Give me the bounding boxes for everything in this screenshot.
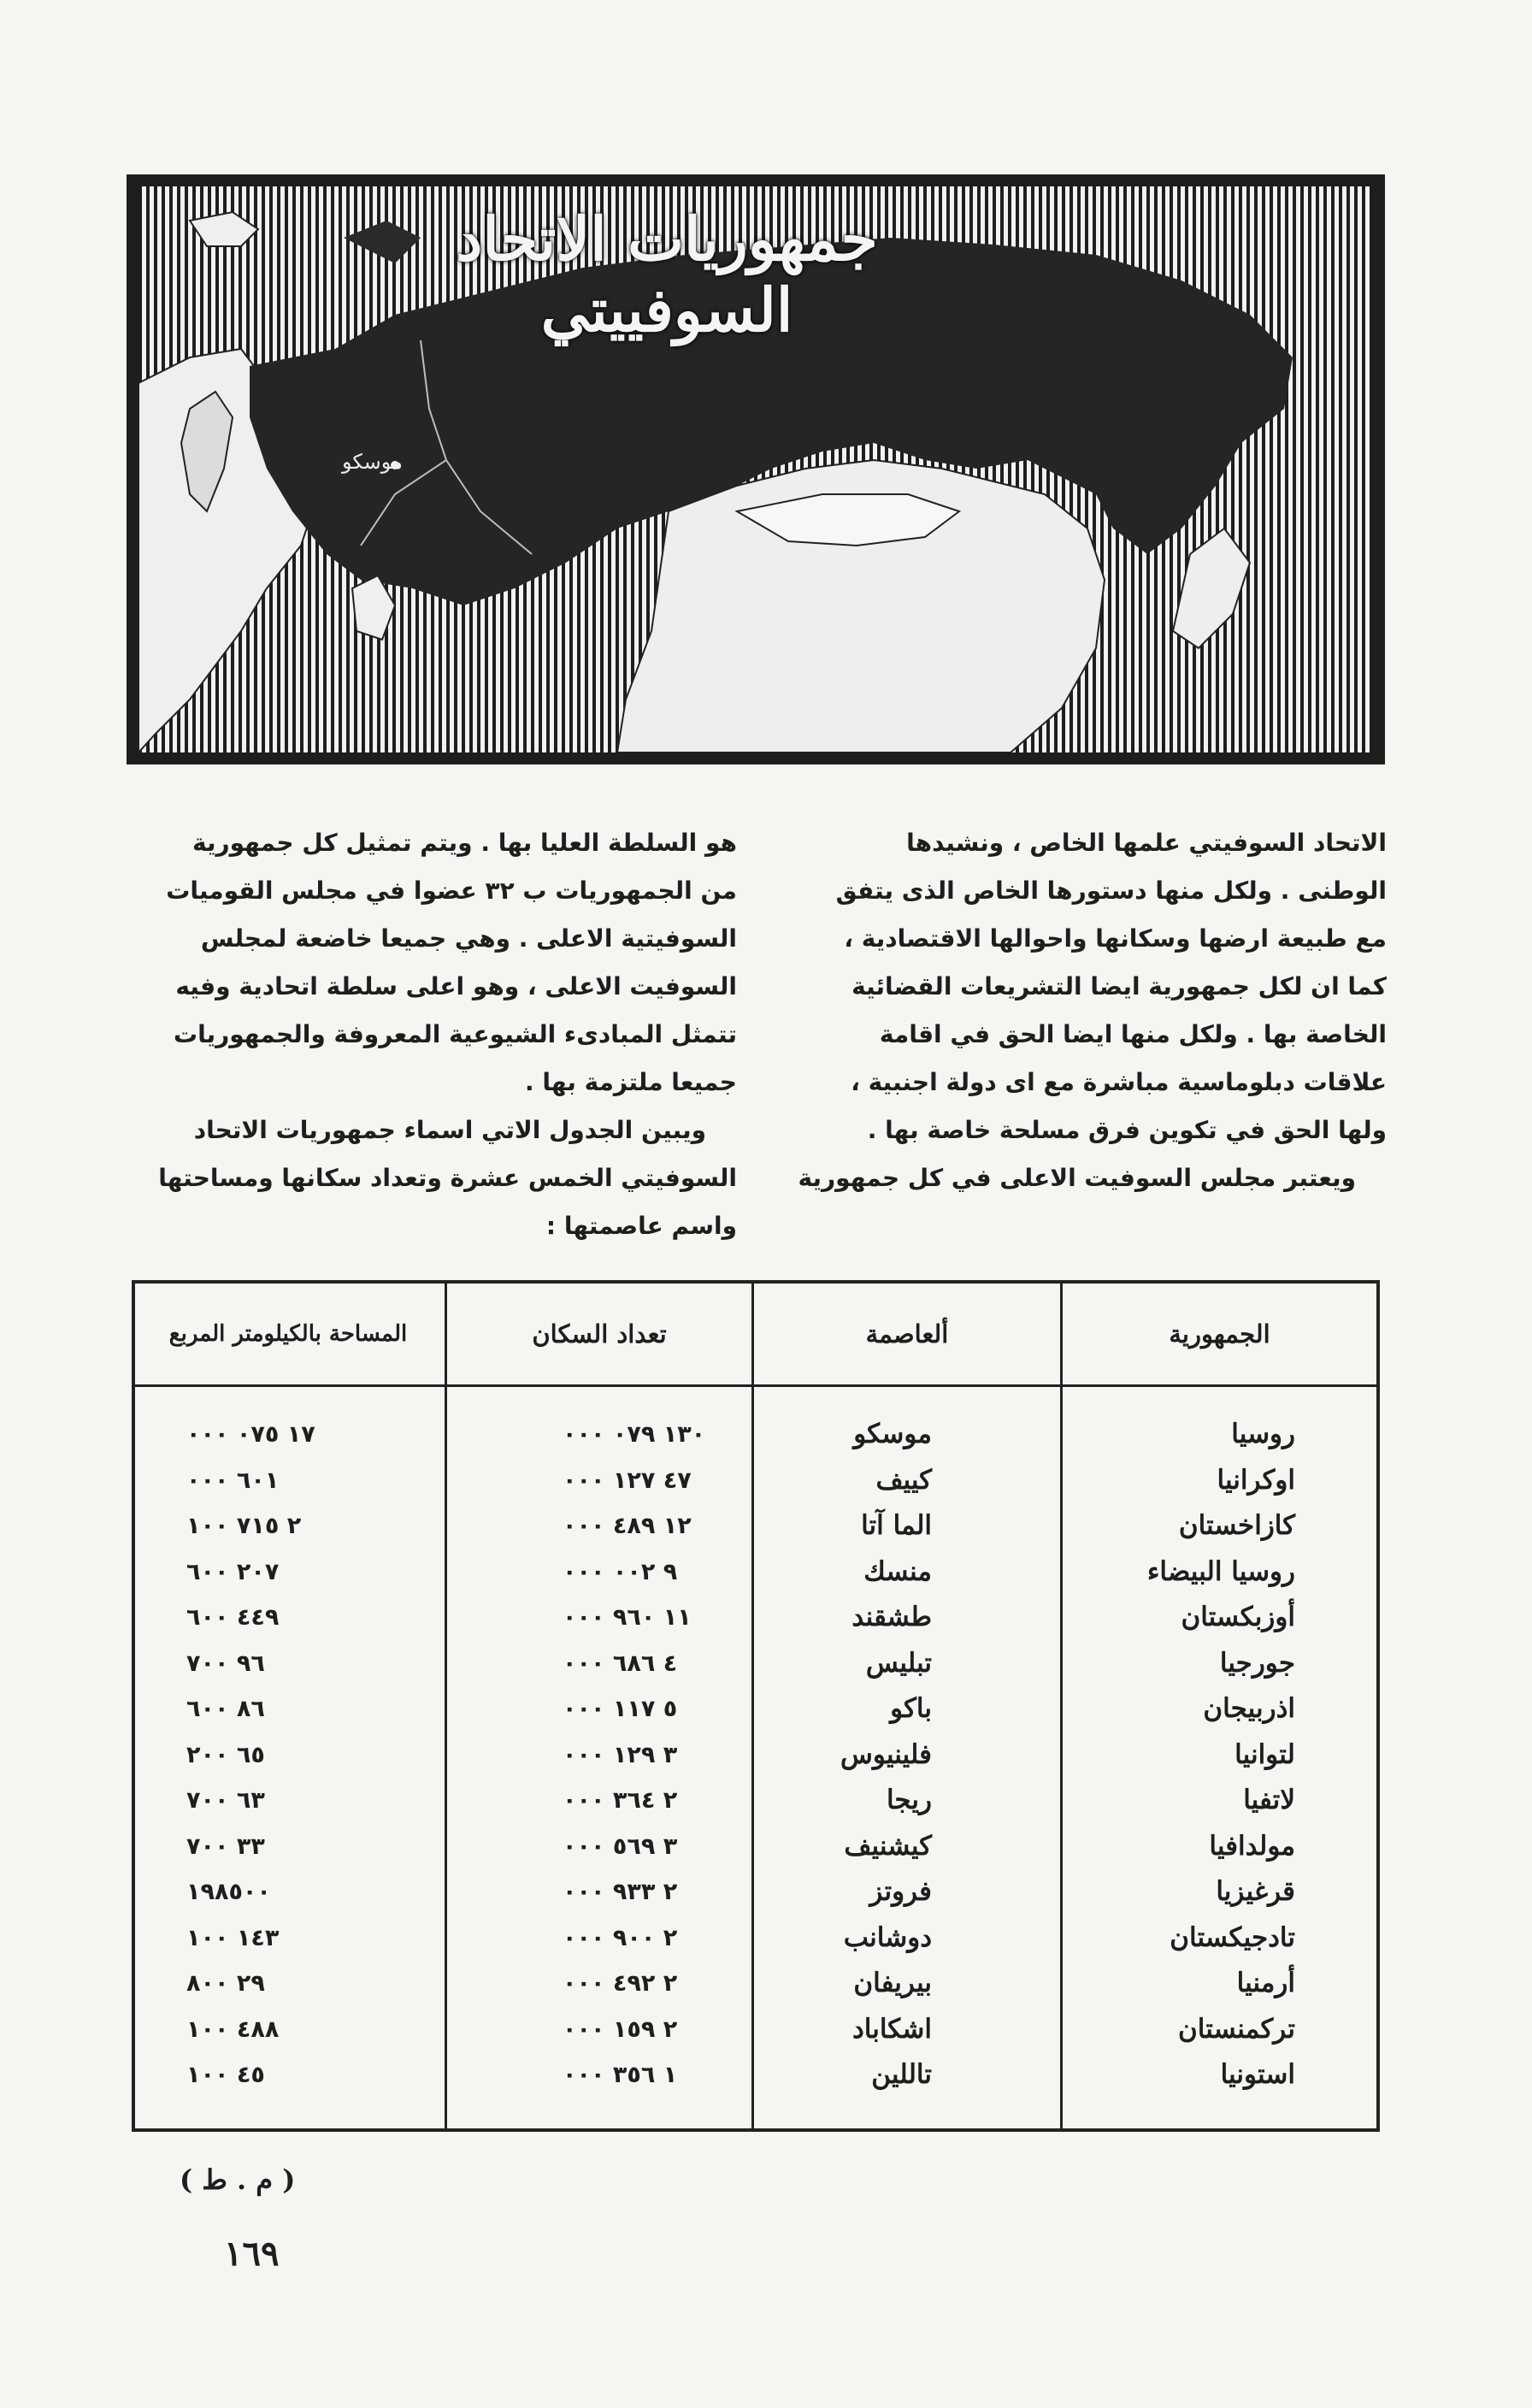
cell-republic: اذربيجان xyxy=(1203,1693,1295,1724)
cell-population: ٢ ٤٩٢ ٠٠٠ xyxy=(563,1970,678,1997)
paragraph-line: ويبين الجدول الاتي اسماء جمهوريات الاتحاد xyxy=(193,1116,706,1144)
paragraph-line: الاتحاد السوفيتي علمها الخاص ، ونشيدها xyxy=(906,829,1387,857)
text-column-left xyxy=(130,819,737,1250)
map-title: جمهوريات الاتحاد السوفييتي xyxy=(456,204,878,345)
cell-republic: لاتفيا xyxy=(1243,1785,1295,1815)
cell-capital: اشكاباد xyxy=(851,2013,932,2045)
paragraph-line: مع طبيعة ارضها وسكانها واحوالها الاقتصادية ، xyxy=(844,924,1387,953)
paragraph-line: هو السلطة العليا بها . ويتم تمثيل كل جمهورية xyxy=(192,829,737,857)
cell-population: ١ ٣٥٦ ٠٠٠ xyxy=(563,2062,678,2088)
cell-capital: منسك xyxy=(863,1555,932,1587)
cell-area: ٢٩ ٨٠٠ xyxy=(186,1970,265,1997)
cell-capital: طشقند xyxy=(851,1602,932,1632)
page-number: ١٦٩ xyxy=(224,2234,280,2274)
cell-population: ٣ ١٢٩ ٠٠٠ xyxy=(563,1741,678,1768)
table-row xyxy=(135,1595,1376,1641)
paragraph-line: السوفيتية الاعلى . وهي جميعا خاضعة لمجلس xyxy=(200,924,737,953)
table-row xyxy=(135,2052,1376,2098)
table-row xyxy=(135,1732,1376,1779)
cell-population: ٤ ٦٨٦ ٠٠٠ xyxy=(563,1650,678,1677)
republics-table xyxy=(132,1280,1380,2132)
paragraph-line: واسم عاصمتها : xyxy=(545,1212,737,1240)
cell-republic: اوكرانيا xyxy=(1217,1464,1295,1496)
paragraph-line: الخاصة بها . ولكل منها ايضا الحق في اقامة xyxy=(879,1020,1387,1048)
table-row xyxy=(135,1915,1376,1962)
table-row xyxy=(135,1869,1376,1915)
header-area: المساحة بالكيلومتر المربع xyxy=(168,1321,408,1347)
paragraph-line: جميعا ملتزمة بها . xyxy=(524,1068,737,1096)
cell-area: ٨٦ ٦٠٠ xyxy=(186,1696,265,1722)
cell-area: ٦٠١ ٠٠٠ xyxy=(186,1467,280,1494)
cell-capital: تاللين xyxy=(871,2059,932,2090)
table-row xyxy=(135,1778,1376,1824)
cell-capital: الما آتا xyxy=(861,1510,932,1541)
cell-republic: مولدافيا xyxy=(1209,1830,1295,1862)
cell-population: ١٢ ٤٨٩ ٠٠٠ xyxy=(563,1513,692,1539)
header-capital: ألعاصمة xyxy=(865,1319,949,1349)
cell-area: ١٤٣ ١٠٠ xyxy=(186,1924,280,1951)
cell-republic: أوزبكستان xyxy=(1181,1602,1295,1632)
cell-republic: جورجيا xyxy=(1219,1647,1295,1679)
table-row xyxy=(135,1641,1376,1687)
cell-area: ٢٠٧ ٦٠٠ xyxy=(186,1558,280,1585)
cell-republic: كازاخستان xyxy=(1178,1510,1295,1541)
table-row xyxy=(135,2007,1376,2053)
cell-capital: باكو xyxy=(890,1693,932,1724)
cell-capital: بيريفان xyxy=(853,1968,932,1998)
paragraph-line: ويعتبر مجلس السوفيت الاعلى في كل جمهورية xyxy=(798,1164,1356,1192)
cell-capital: ريجا xyxy=(886,1785,932,1815)
cell-area: ٣٣ ٧٠٠ xyxy=(186,1833,265,1860)
paragraph-line: من الجمهوريات ب ٣٢ عضوا في مجلس القوميات xyxy=(166,876,737,905)
map-city-label: موسكو xyxy=(342,450,404,474)
header-divider xyxy=(135,1384,1376,1387)
cell-population: ٤٧ ١٢٧ ٠٠٠ xyxy=(563,1467,692,1494)
paragraph-line: ولها الحق في تكوين فرق مسلحة خاصة بها . xyxy=(867,1116,1387,1144)
text-column-right xyxy=(788,819,1387,1202)
table-row xyxy=(135,1961,1376,2007)
cell-republic: استونيا xyxy=(1220,2059,1295,2090)
cell-area: ٢ ٧١٥ ١٠٠ xyxy=(186,1513,302,1539)
author-initials: ( م . ط ) xyxy=(180,2163,296,2196)
cell-population: ١١ ٩٦٠ ٠٠٠ xyxy=(563,1604,692,1631)
table-row xyxy=(135,1412,1376,1458)
table-row xyxy=(135,1503,1376,1549)
cell-capital: فروتز xyxy=(869,1876,932,1907)
cell-capital: كيشنيف xyxy=(844,1830,932,1862)
cell-area: ٤٨٨ ١٠٠ xyxy=(186,2016,280,2043)
table-body xyxy=(135,1412,1376,2098)
paragraph-line: السوفيتي الخمس عشرة وتعداد سكانها ومساحتها xyxy=(158,1164,737,1192)
cell-republic: تادجيكستان xyxy=(1170,1921,1295,1953)
cell-republic: أرمنيا xyxy=(1236,1968,1295,1998)
cell-capital: تبليس xyxy=(865,1647,932,1679)
cell-republic: لتوانيا xyxy=(1234,1738,1295,1770)
cell-republic: قرغيزيا xyxy=(1216,1876,1295,1907)
cell-capital: فلينيوس xyxy=(840,1738,932,1770)
header-republic: الجمهورية xyxy=(1169,1319,1270,1349)
cell-area: ٦٥ ٢٠٠ xyxy=(186,1741,265,1768)
cell-republic: روسيا xyxy=(1231,1419,1295,1449)
cell-capital: دوشانب xyxy=(843,1921,932,1953)
cell-area: ٩٦ ٧٠٠ xyxy=(186,1650,265,1677)
cell-area: ٤٥ ١٠٠ xyxy=(186,2062,265,2088)
cell-area: ١٧ ٠٧٥ ٠٠٠ xyxy=(186,1421,315,1448)
cell-capital: موسكو xyxy=(853,1419,932,1449)
cell-population: ١٣٠ ٠٧٩ ٠٠٠ xyxy=(563,1421,706,1448)
cell-population: ٩ ٠٠٢ ٠٠٠ xyxy=(563,1558,678,1585)
cell-population: ٢ ٩٠٠ ٠٠٠ xyxy=(563,1924,678,1951)
cell-population: ٢ ٩٣٣ ٠٠٠ xyxy=(563,1879,678,1905)
table-row xyxy=(135,1824,1376,1870)
cell-population: ٣ ٥٦٩ ٠٠٠ xyxy=(563,1833,678,1860)
cell-population: ٢ ١٥٩ ٠٠٠ xyxy=(563,2016,678,2043)
paragraph-line: كما ان لكل جمهورية ايضا التشريعات القضائية xyxy=(851,972,1387,1000)
table-row xyxy=(135,1686,1376,1732)
cell-area: ٤٤٩ ٦٠٠ xyxy=(186,1604,280,1631)
paragraph-line: الوطنى . ولكل منها دستورها الخاص الذى يتفق xyxy=(835,876,1387,905)
cell-capital: كييف xyxy=(875,1464,932,1496)
cell-population: ٥ ١١٧ ٠٠٠ xyxy=(563,1696,678,1722)
cell-area: ٦٣ ٧٠٠ xyxy=(186,1787,265,1814)
cell-area: ١٩٨٥٠٠ xyxy=(186,1879,271,1905)
paragraph-line: السوفيت الاعلى ، وهو اعلى سلطة اتحادية وفيه xyxy=(175,972,737,1000)
paragraph-line: تتمثل المبادىء الشيوعية المعروفة والجمهوريات xyxy=(173,1020,737,1048)
cell-republic: تركمنستان xyxy=(1178,2013,1295,2045)
cell-population: ٢ ٣٦٤ ٠٠٠ xyxy=(563,1787,678,1814)
header-population: تعداد السكان xyxy=(532,1319,667,1349)
table-row xyxy=(135,1549,1376,1596)
cell-republic: روسيا البيضاء xyxy=(1146,1555,1295,1587)
table-row xyxy=(135,1458,1376,1504)
paragraph-line: علاقات دبلوماسية مباشرة مع اى دولة اجنبية ، xyxy=(851,1068,1387,1096)
